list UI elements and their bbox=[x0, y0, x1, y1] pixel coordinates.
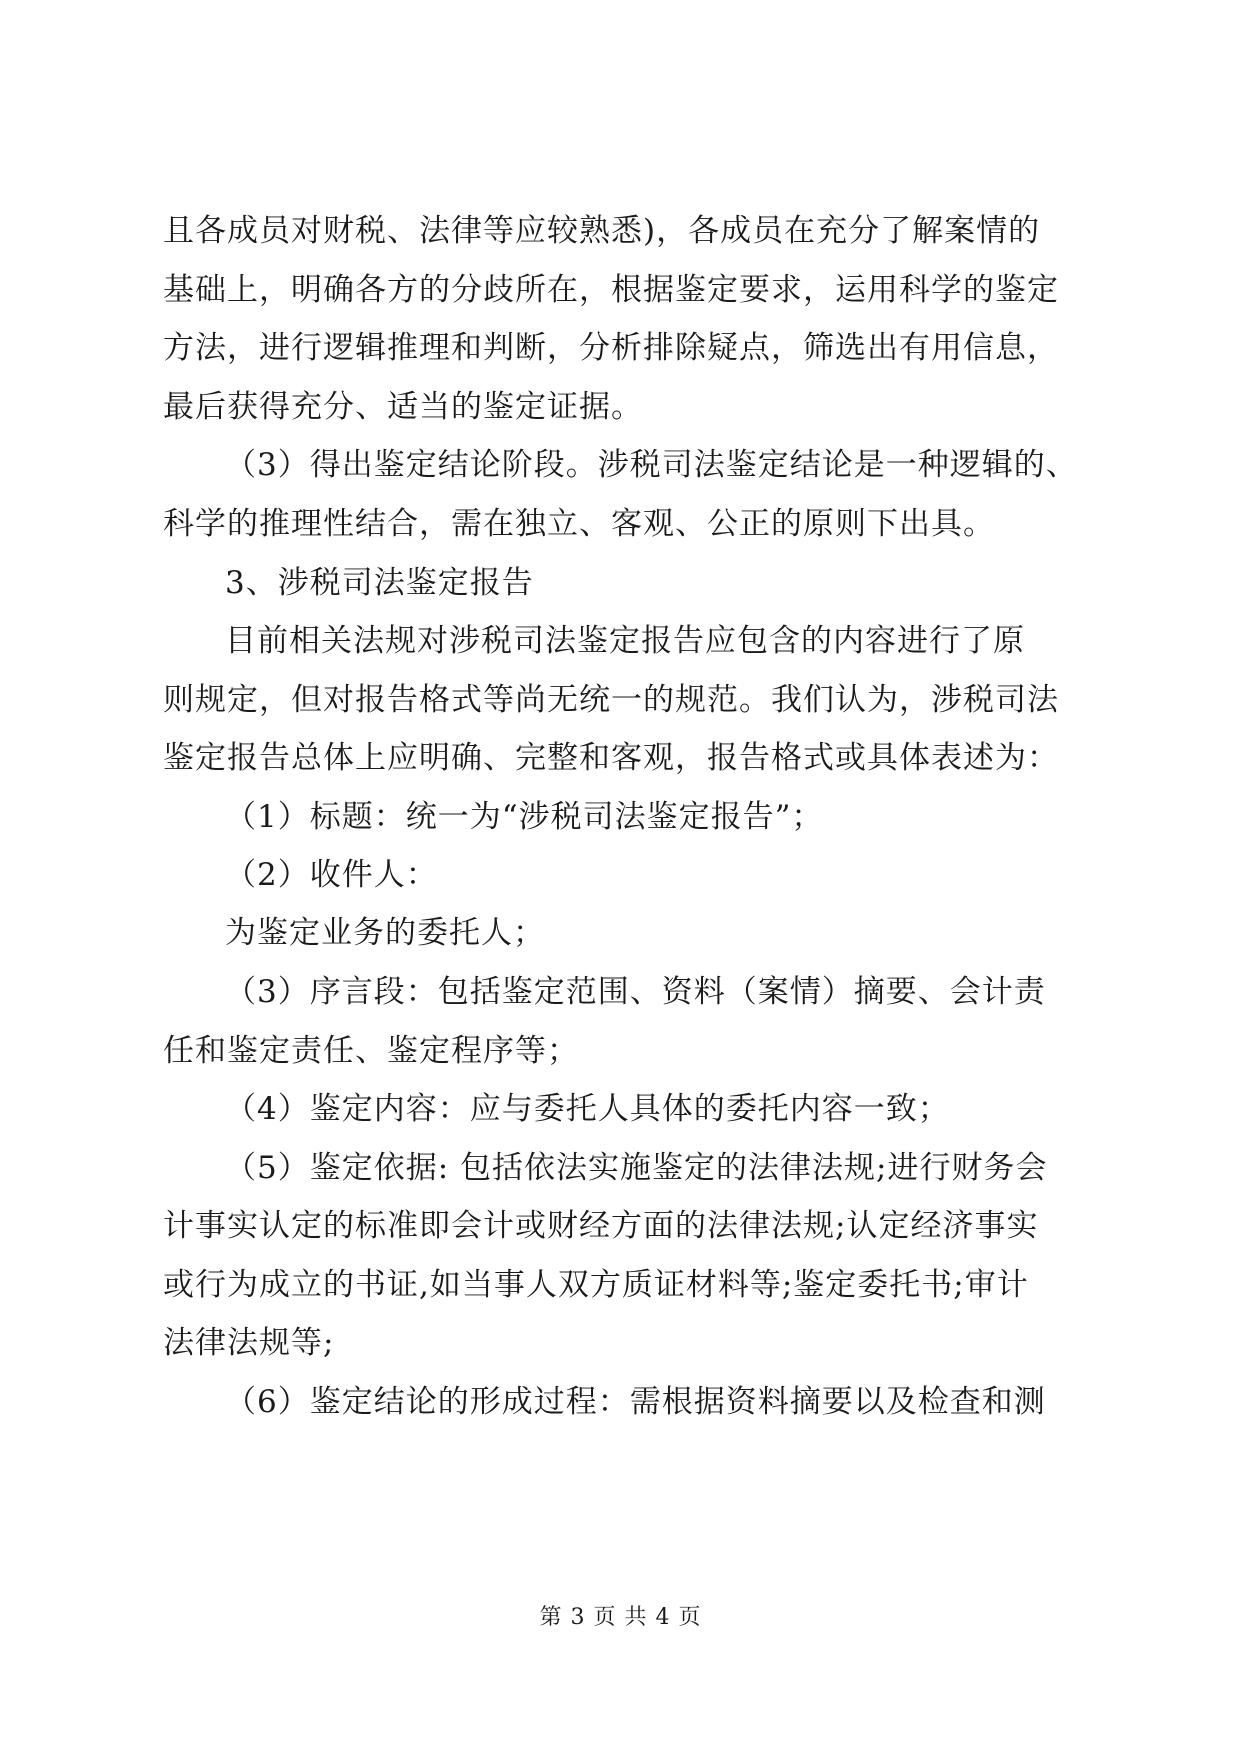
paragraph-line: 最后获得充分、适当的鉴定证据。 bbox=[163, 389, 643, 425]
paragraph-line: 为鉴定业务的委托人； bbox=[225, 915, 545, 951]
paragraph-line: （3）得出鉴定结论阶段。涉税司法鉴定结论是一种逻辑的、 bbox=[225, 447, 1078, 483]
page-number-footer: 第 3 页 共 4 页 bbox=[539, 1605, 702, 1630]
list-item: （6）鉴定结论的形成过程：需根据资料摘要以及检查和测 bbox=[225, 1384, 1046, 1420]
list-item: （2）收件人： bbox=[225, 857, 438, 893]
list-item: （3）序言段：包括鉴定范围、资料（案情）摘要、会计责 bbox=[225, 974, 1046, 1010]
paragraph-line: 或行为成立的书证,如当事人双方质证材料等;鉴定委托书;审计 bbox=[163, 1267, 1029, 1303]
paragraph-line: 法律法规等; bbox=[163, 1325, 335, 1361]
paragraph-line: 鉴定报告总体上应明确、完整和客观，报告格式或具体表述为： bbox=[163, 740, 1059, 776]
list-item: （1）标题：统一为“涉税司法鉴定报告”； bbox=[225, 799, 824, 835]
paragraph-line: 计事实认定的标准即会计或财经方面的法律法规;认定经济事实 bbox=[163, 1208, 1039, 1244]
list-item: （5）鉴定依据: 包括依法实施鉴定的法律法规;进行财务会 bbox=[225, 1150, 1048, 1186]
paragraph-line: 目前相关法规对涉税司法鉴定报告应包含的内容进行了原 bbox=[225, 623, 1025, 659]
paragraph-line: 方法，进行逻辑推理和判断，分析排除疑点，筛选出有用信息， bbox=[163, 330, 1059, 366]
paragraph-line: 任和鉴定责任、鉴定程序等； bbox=[163, 1033, 579, 1069]
paragraph-line: 则规定，但对报告格式等尚无统一的规范。我们认为，涉税司法 bbox=[163, 682, 1059, 718]
list-item: （4）鉴定内容：应与委托人具体的委托内容一致； bbox=[225, 1091, 950, 1127]
section-heading: 3、涉税司法鉴定报告 bbox=[225, 565, 534, 601]
paragraph-line: 基础上，明确各方的分歧所在，根据鉴定要求，运用科学的鉴定 bbox=[163, 272, 1059, 308]
paragraph-line: 科学的推理性结合，需在独立、客观、公正的原则下出具。 bbox=[163, 506, 995, 542]
paragraph-line: 且各成员对财税、法律等应较熟悉)，各成员在充分了解案情的 bbox=[163, 213, 1041, 249]
